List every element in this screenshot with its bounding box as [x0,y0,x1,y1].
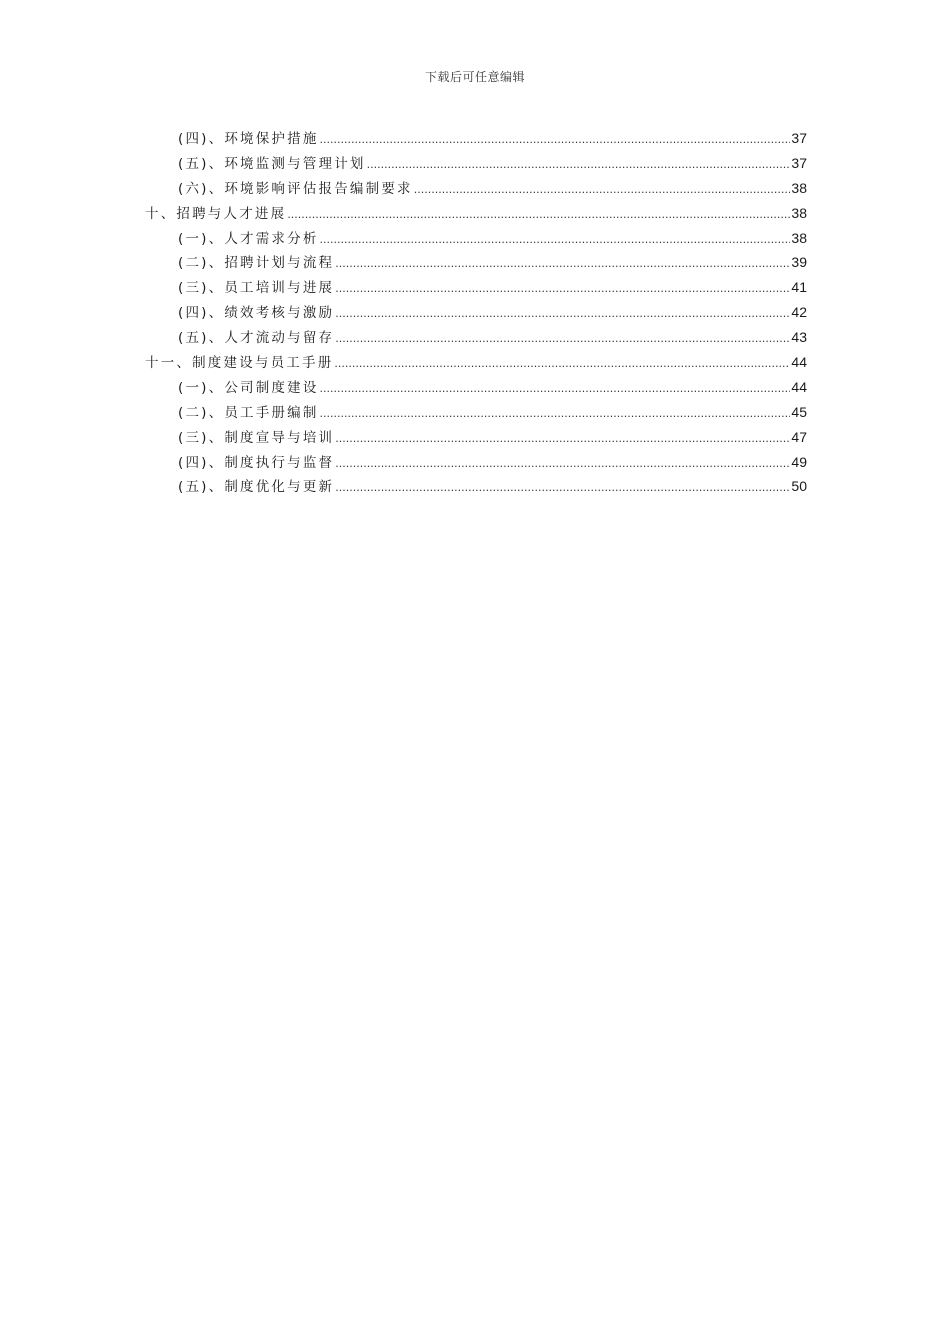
toc-dot-leader [287,203,790,228]
toc-dot-leader [320,402,791,427]
toc-entry-page: 38 [791,204,807,221]
toc-entry-page: 45 [791,403,807,420]
toc-entry-title: (五)、环境监测与管理计划 [178,155,366,172]
toc-dot-leader [335,252,790,277]
toc-entry-page: 50 [791,478,807,495]
toc-entry-title: (三)、员工培训与进展 [178,280,335,297]
toc-dot-leader [335,302,790,327]
toc-entry-title: (六)、环境影响评估报告编制要求 [178,180,413,197]
toc-dot-leader [320,128,791,153]
toc-dot-leader [334,352,790,377]
toc-entry-title: (五)、制度优化与更新 [178,479,335,496]
toc-dot-leader [335,452,790,477]
toc-entry-title: (四)、绩效考核与激励 [178,305,335,322]
toc-entry[interactable] [145,474,807,499]
toc-entry[interactable] [145,450,807,475]
toc-entry-page: 47 [791,428,807,445]
toc-dot-leader [320,377,791,402]
toc-entry-page: 44 [791,354,807,371]
toc-entry-title: (一)、公司制度建设 [178,379,319,396]
toc-dot-leader [335,327,790,352]
toc-entry-page: 38 [791,179,807,196]
toc-entry-title: (一)、人才需求分析 [178,230,319,247]
toc-dot-leader [335,427,790,452]
toc-entry-title: (三)、制度宣导与培训 [178,429,335,446]
toc-entry[interactable] [145,151,807,176]
toc-dot-leader [335,476,790,501]
toc-entry-page: 38 [791,229,807,246]
toc-entry-page: 44 [791,378,807,395]
toc-entry-page: 42 [791,304,807,321]
toc-entry-title: (二)、员工手册编制 [178,404,319,421]
toc-entry[interactable] [145,425,807,450]
toc-entry-title: 十一、制度建设与员工手册 [145,355,334,372]
toc-entry-page: 39 [791,254,807,271]
toc-entry-page: 43 [791,329,807,346]
toc-entry[interactable] [145,400,807,425]
toc-entry-title: (四)、环境保护措施 [178,131,319,147]
toc-entry-page: 37 [791,154,807,171]
toc-entry[interactable] [145,250,807,275]
toc-entry-page: 37 [791,130,807,146]
toc-dot-leader [367,153,791,178]
toc-dot-leader [320,228,791,253]
toc-entry-page: 49 [791,453,807,470]
toc-entry[interactable] [145,126,807,151]
toc-entry-title: (二)、招聘计划与流程 [178,255,335,272]
toc-entry[interactable] [145,325,807,350]
toc-entry-title: 十、招聘与人才进展 [145,205,287,222]
toc-entry[interactable] [145,176,807,201]
table-of-contents [145,126,807,499]
toc-entry-title: (五)、人才流动与留存 [178,330,335,347]
page-header-note: 下载后可任意编辑 [424,70,525,84]
toc-entry[interactable] [145,275,807,300]
toc-dot-leader [414,178,791,203]
toc-entry[interactable] [145,350,807,375]
toc-entry[interactable] [145,375,807,400]
toc-dot-leader [335,277,790,302]
toc-entry[interactable] [145,226,807,251]
toc-entry-title: (四)、制度执行与监督 [178,454,335,471]
toc-entry[interactable] [145,201,807,226]
toc-entry-page: 41 [791,279,807,296]
toc-entry[interactable] [145,300,807,325]
